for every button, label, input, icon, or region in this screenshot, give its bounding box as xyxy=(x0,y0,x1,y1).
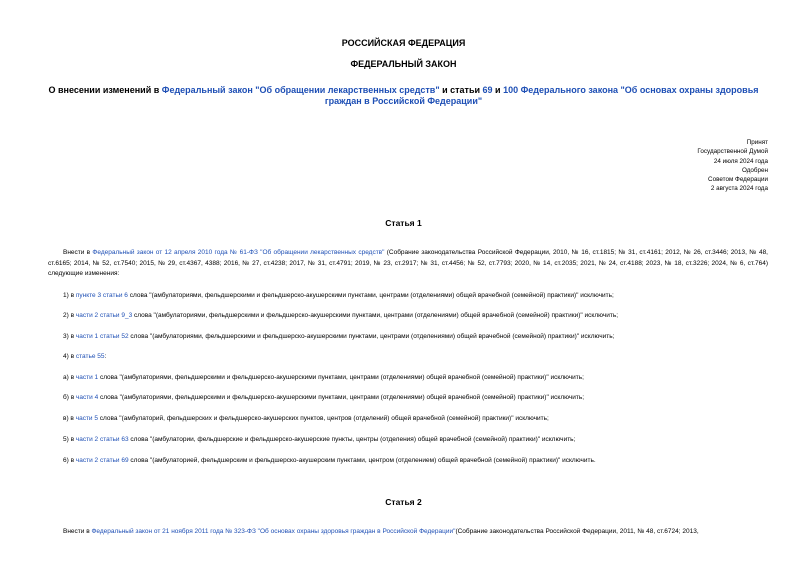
adoption-line: Принят xyxy=(746,139,768,146)
item-link[interactable]: пункте 3 статьи 6 xyxy=(75,292,128,299)
approval-line: Одобрен xyxy=(741,166,768,174)
item-prefix: а) в xyxy=(63,374,76,381)
intro-rest: (Собрание законодательства Российской Федерации, 2010, № 16, ст.1815; № 31, ст.4161; 2012, № 26, ст.3446; 2013, № 48, ст.6165; 2014, № 52, ст.7540; 2015, № 29, ст.4367, 4388; 2016, № 27, ст.4238; 2017, № 31, ст.4791; 2019, № 23, ст.2917; № 31, ст.4456; № 52, ст.7793; 2020, № 14, ст.2035; 2021, № 24, ст.4188; 2023, № 18, ст.3226; 2024, № 6, ст.764) следующие изменения: xyxy=(48,249,768,277)
list-item xyxy=(63,414,768,424)
title-mid: и статьи xyxy=(439,85,483,95)
item-prefix: 6) в xyxy=(63,457,76,464)
list-item xyxy=(63,352,768,362)
title-link-article-69[interactable]: 69 xyxy=(482,85,493,95)
intro-prefix: Внести в xyxy=(63,249,93,256)
article-1-intro xyxy=(48,248,768,280)
item-text: слова "(амбулаториями, фельдшерскими и фельдшерско-акушерскими пунктами, центрами (отделениями) общей врачебной (семейной) практики)" исключить; xyxy=(98,394,585,401)
item-text: слова "(амбулаторий, фельдшерских и фельдшерско-акушерских пунктов, центров (отделений) общей врачебной (семейной) практики)" исключить; xyxy=(97,415,549,422)
approval-line: 2 августа 2024 года xyxy=(710,185,768,193)
item-prefix: в) в xyxy=(63,415,76,422)
list-item xyxy=(63,393,768,403)
adoption-line: 24 июля 2024 года xyxy=(713,157,768,165)
item-link[interactable]: части 4 xyxy=(75,394,99,401)
item-prefix: 2) в xyxy=(63,312,76,319)
intro-prefix: Внести в xyxy=(63,528,92,535)
item-link[interactable]: части 1 статьи 52 xyxy=(75,333,129,340)
article-2-intro xyxy=(48,527,768,537)
item-prefix: б) в xyxy=(63,394,76,401)
item-link[interactable]: части 2 статьи 9_3 xyxy=(75,312,133,319)
item-prefix: 1) в xyxy=(63,292,76,299)
document-title xyxy=(48,85,759,107)
article-2-heading: Статья 2 xyxy=(385,497,422,507)
adoption-line: Государственной Думой xyxy=(697,148,768,156)
item-link[interactable]: части 5 xyxy=(75,415,98,422)
item-link[interactable]: статье 55 xyxy=(75,353,105,360)
list-item xyxy=(63,456,768,466)
list-item xyxy=(63,291,768,301)
country-heading: РОССИЙСКАЯ ФЕДЕРАЦИЯ xyxy=(341,38,466,48)
item-link[interactable]: части 2 статьи 63 xyxy=(75,436,129,443)
list-item xyxy=(63,332,768,342)
item-prefix: 5) в xyxy=(63,436,76,443)
title-link-law-medicines[interactable]: Федеральный закон "Об обращении лекарственных средств" xyxy=(161,85,440,95)
intro-link-law-61fz[interactable]: Федеральный закон от 12 апреля 2010 года № 61-ФЗ "Об обращении лекарственных средств" xyxy=(92,249,385,256)
list-item xyxy=(63,373,768,383)
approval-line: Советом Федерации xyxy=(708,176,768,184)
item-link[interactable]: части 1 xyxy=(75,374,99,381)
item-text: слова "(амбулаториями, фельдшерскими и фельдшерско-акушерскими пунктами, центрами (отделениями) общей врачебной (семейной) практики)" исключить; xyxy=(128,333,615,340)
item-prefix: 3) в xyxy=(63,333,76,340)
item-prefix: 4) в xyxy=(63,353,76,360)
list-item xyxy=(63,435,768,445)
intro-link-law-323fz[interactable]: Федеральный закон от 21 ноября 2011 года № 323-ФЗ "Об основах охраны здоровья граждан в Российской Федерации" xyxy=(91,528,456,535)
title-prefix: О внесении изменений в xyxy=(48,85,162,95)
title-and: и xyxy=(492,85,504,95)
adoption-block xyxy=(568,138,768,194)
item-text: : xyxy=(104,353,107,360)
article-1-heading: Статья 1 xyxy=(385,218,422,228)
item-link[interactable]: части 2 статьи 69 xyxy=(75,457,129,464)
title-link-law-health[interactable]: 100 Федерального закона "Об основах охраны здоровья граждан в Российской Федерации" xyxy=(324,85,759,106)
doc-type-heading: ФЕДЕРАЛЬНЫЙ ЗАКОН xyxy=(350,59,457,69)
list-item xyxy=(63,311,768,321)
item-text: слова "(амбулаториями, фельдшерскими и фельдшерско-акушерскими пунктами, центрами (отделениями) общей врачебной (семейной) практики)" исключить; xyxy=(98,374,584,381)
item-text: слова "(амбулаториями, фельдшерскими и фельдшерско-акушерскими пунктами, центрами (отделениями) общей врачебной (семейной) практики)" исключить; xyxy=(127,292,614,299)
intro-rest: (Собрание законодательства Российской Федерации, 2011, № 48, ст.6724; 2013, xyxy=(455,528,699,535)
item-text: слова "(амбулаториями, фельдшерскими и фельдшерско-акушерскими пунктами, центрами (отделениями) общей врачебной (семейной) практики)" исключить; xyxy=(132,312,619,319)
item-text: слова "(амбулатории, фельдшерские и фельдшерско-акушерские пункты, центры (отделения) общей врачебной (семейной) практики)" исключить; xyxy=(128,436,576,443)
item-text: слова "(амбулаторией, фельдшерским и фельдшерско-акушерским пунктами, центром (отделением) общей врачебной (семейной) практики)" исключить. xyxy=(128,457,596,464)
